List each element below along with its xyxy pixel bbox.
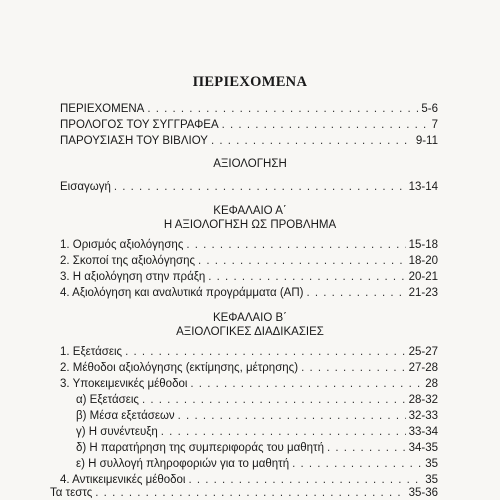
chapter-title: Η ΑΞΙΟΛΟΓΗΣΗ ΩΣ ΠΡΟΒΛΗΜΑ <box>163 219 337 231</box>
entry-text: 2. Σκοποί της αξιολόγησης <box>60 255 196 267</box>
entry-text: ΠΑΡΟΥΣΙΑΣΗ ΤΟΥ ΒΙΒΛΙΟΥ <box>60 135 208 147</box>
toc-subentry <box>76 409 438 423</box>
entry-text: α) Εξετάσεις <box>76 394 139 406</box>
entry-text: 3. Υποκειμενικές μέθοδοι <box>60 378 188 390</box>
entry-page: 35 <box>425 458 438 470</box>
chapter-label: ΚΕΦΑΛΑΙΟ Β΄ <box>212 312 288 324</box>
leader-dots <box>327 441 406 455</box>
toc-entry <box>60 473 438 487</box>
leader-dots <box>301 361 406 375</box>
entry-text: 4. Αξιολόγηση και αναλυτικά προγράμματα (ΑΠ) <box>60 287 304 299</box>
chapter-title: ΑΞΙΟΛΟΓΙΚΕΣ ΔΙΑΔΙΚΑΣΙΕΣ <box>176 326 324 338</box>
entry-text: Τα τεστς <box>50 487 93 499</box>
leader-dots <box>198 254 406 268</box>
leader-dots <box>114 180 406 194</box>
entry-page: 35-36 <box>408 487 438 499</box>
entry-text: δ) Η παρατήρηση της συμπεριφοράς του μαθητή <box>76 442 324 454</box>
toc-entry <box>60 377 438 391</box>
toc-entry <box>60 134 438 148</box>
leader-dots <box>292 457 422 471</box>
toc-entry <box>60 254 438 268</box>
toc-entry <box>60 361 438 375</box>
toc-entry <box>60 270 438 284</box>
toc-entry <box>60 286 438 300</box>
section-heading: ΑΞΙΟΛΟΓΗΣΗ <box>213 158 287 170</box>
entry-page: 28-32 <box>408 394 438 406</box>
entry-page: 9-11 <box>415 135 438 147</box>
entry-page: 34-35 <box>408 442 438 454</box>
entry-text: γ) Η συνέντευξη <box>76 426 158 438</box>
entry-text: β) Μέσα εξετάσεων <box>76 410 175 422</box>
toc-entry <box>60 238 438 252</box>
toc-entry <box>60 180 438 194</box>
leader-dots <box>190 377 422 391</box>
entry-text: 3. Η αξιολόγηση στην πράξη <box>60 271 206 283</box>
toc-entry <box>60 102 438 116</box>
entry-text: Εισαγωγή <box>60 181 111 193</box>
leader-dots <box>95 486 405 500</box>
leader-dots <box>178 409 406 423</box>
toc-entry <box>50 486 438 500</box>
leader-dots <box>142 393 406 407</box>
entry-text: 2. Μέθοδοι αξιολόγησης (εκτίμησης, μέτρησης) <box>60 362 299 374</box>
entry-text: ΠΕΡΙΕΧΟΜΕΝΑ <box>60 103 145 115</box>
toc-subentry <box>76 425 438 439</box>
leader-dots <box>147 102 418 116</box>
entry-page: 20-21 <box>408 271 438 283</box>
toc-subentry <box>76 393 438 407</box>
entry-page: 7 <box>431 119 438 131</box>
entry-page: 21-23 <box>408 287 438 299</box>
leader-dots <box>161 425 406 439</box>
toc-subentry <box>76 457 438 471</box>
entry-page: 27-28 <box>408 362 438 374</box>
entry-page: 5-6 <box>421 103 438 115</box>
entry-page: 15-18 <box>408 239 438 251</box>
leader-dots <box>208 270 405 284</box>
entry-page: 18-20 <box>408 255 438 267</box>
toc-entry <box>60 118 438 132</box>
entry-page: 32-33 <box>408 410 438 422</box>
leader-dots <box>222 118 429 132</box>
entry-text: 4. Αντικειμενικές μέθοδοι <box>60 474 186 486</box>
leader-dots <box>125 345 405 359</box>
entry-text: ε) Η συλλογή πληροφοριών για το μαθητή <box>76 458 290 470</box>
toc-subentry <box>76 441 438 455</box>
toc-entry <box>60 345 438 359</box>
entry-page: 25-27 <box>408 346 438 358</box>
chapter-label: ΚΕΦΑΛΑΙΟ Α΄ <box>213 205 287 217</box>
entry-text: 1. Εξετάσεις <box>60 346 123 358</box>
entry-page: 13-14 <box>408 181 438 193</box>
toc-title: ΠΕΡΙΕΧΟΜΕΝΑ <box>192 74 308 90</box>
leader-dots <box>186 238 405 252</box>
entry-page: 28 <box>425 378 438 390</box>
leader-dots <box>306 286 405 300</box>
leader-dots <box>211 134 413 148</box>
leader-dots <box>188 473 422 487</box>
entry-page: 33-34 <box>408 426 438 438</box>
entry-text: ΠΡΟΛΟΓΟΣ ΤΟΥ ΣΥΓΓΡΑΦΕΑ <box>60 119 219 131</box>
entry-page: 35 <box>425 474 438 486</box>
entry-text: 1. Ορισμός αξιολόγησης <box>60 239 184 251</box>
